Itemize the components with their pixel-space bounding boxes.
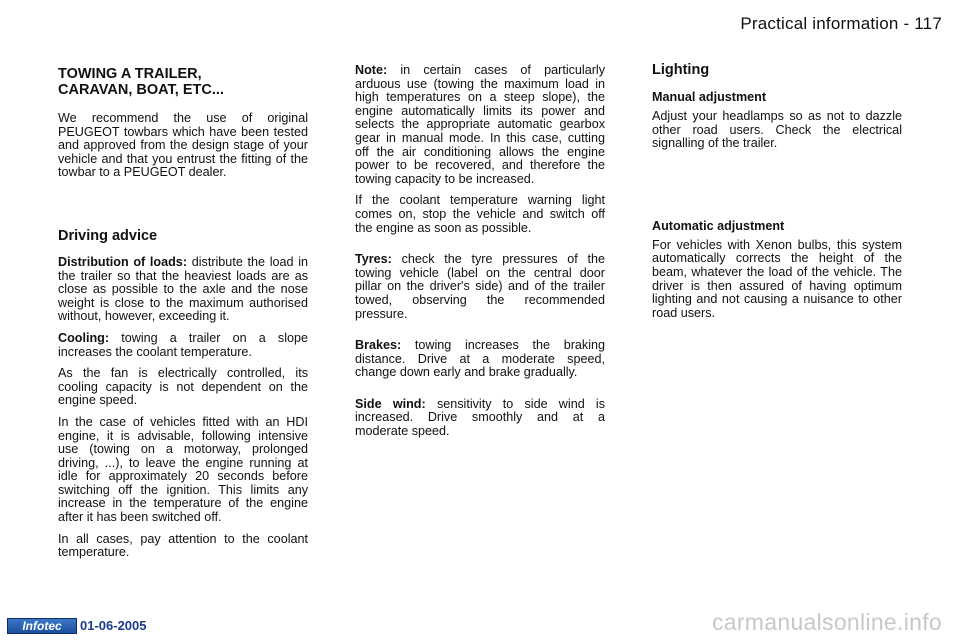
automatic-adjustment-heading: Automatic adjustment — [652, 218, 785, 233]
distribution-label: Distribution of loads: — [58, 254, 188, 269]
note-label: Note: — [355, 63, 388, 77]
brakes-label: Brakes: — [355, 338, 402, 353]
fan-paragraph: As the fan is electrically controlled, its cooling capacity is not dependent on the engine speed. — [58, 366, 308, 408]
tyres-text: check the tyre pressures of the towing vehicle (label on the central door pillar on the driver's side) and of the trailer towed, observing the recommended pressure. — [355, 252, 606, 321]
side-wind-text: sensitivity to side wind is increased. Drive smoothly and at a moderate speed. — [355, 396, 606, 439]
side-wind-label: Side wind: — [355, 396, 426, 411]
cooling-text: towing a trailer on a slope increases the coolant temperature. — [58, 330, 308, 359]
tyres-label: Tyres: — [355, 252, 392, 267]
cooling-label: Cooling: — [58, 330, 110, 345]
intro-paragraph: We recommend the use of original PEUGEOT towbars which have been tested and approved from the design stage of your vehicle and that you entrust the fitting of the towbar to a PEUGEOT dealer. — [58, 111, 308, 180]
column-lighting — [652, 62, 902, 328]
manual-adjustment-paragraph: Adjust your headlamps so as not to dazzle other road users. Check the electrical signalling of the trailer. — [652, 109, 902, 151]
all-cases-paragraph: In all cases, pay attention to the coolant temperature. — [58, 531, 308, 560]
side-wind-paragraph — [355, 398, 605, 439]
distribution-paragraph — [58, 256, 308, 324]
main-title-line2: CARAVAN, BOAT, ETC... — [58, 82, 224, 98]
footer-date: 01-06-2005 — [80, 618, 147, 633]
main-title-line1: TOWING A TRAILER, — [58, 66, 202, 82]
automatic-adjustment-paragraph: For vehicles with Xenon bulbs, this system automatically corrects the height of the beam, whatever the load of the vehicle. The driver is then assured of having optimum lighting and not causing a nuisance to other road users. — [652, 237, 902, 320]
driving-advice-heading: Driving advice — [58, 227, 158, 244]
lighting-heading: Lighting — [652, 62, 710, 78]
tyres-paragraph — [355, 253, 605, 321]
hdi-paragraph: In the case of vehicles fitted with an HDI engine, it is advisable, following intensive use (towing on a motorway, prolonged driving, ...), to leave the engine running at idle for approximately 20 seconds before switching off the ignition. This limits any increase in the temperature of the engine after it has been switched off. — [58, 414, 308, 525]
brakes-paragraph — [355, 339, 605, 380]
warning-light-paragraph: If the coolant temperature warning light comes on, stop the vehicle and switch off the engine as soon as possible. — [355, 193, 605, 235]
brakes-text: towing increases the braking distance. Drive at a moderate speed, change down early and brake gradually. — [355, 338, 605, 380]
page-header-title: Practical information - 117 — [740, 14, 942, 33]
main-title — [58, 66, 308, 98]
watermark-text: carmanualsonline.info — [711, 609, 942, 635]
cooling-paragraph — [58, 332, 308, 359]
note-paragraph — [355, 64, 605, 186]
distribution-text: distribute the load in the trailer so that the heaviest loads are as close as possible to the axle and the nose weight is close to the maximum authorised without, however, exceeding it. — [58, 254, 309, 324]
note-text: in certain cases of particularly arduous use (towing the maximum load in high temperatures on a steep slope), the engine automatically limits its power and selects the appropriate automatic gearbox gear in manual mode. In this case, cutting off the air conditioning allows the engine power to be recovered, and therefore the towing capacity to be increased. — [355, 63, 606, 186]
column-driving-notes — [355, 64, 605, 447]
manual-adjustment-heading: Manual adjustment — [652, 90, 767, 104]
infotec-logo: Infotec — [7, 618, 77, 634]
column-towing — [58, 62, 308, 568]
